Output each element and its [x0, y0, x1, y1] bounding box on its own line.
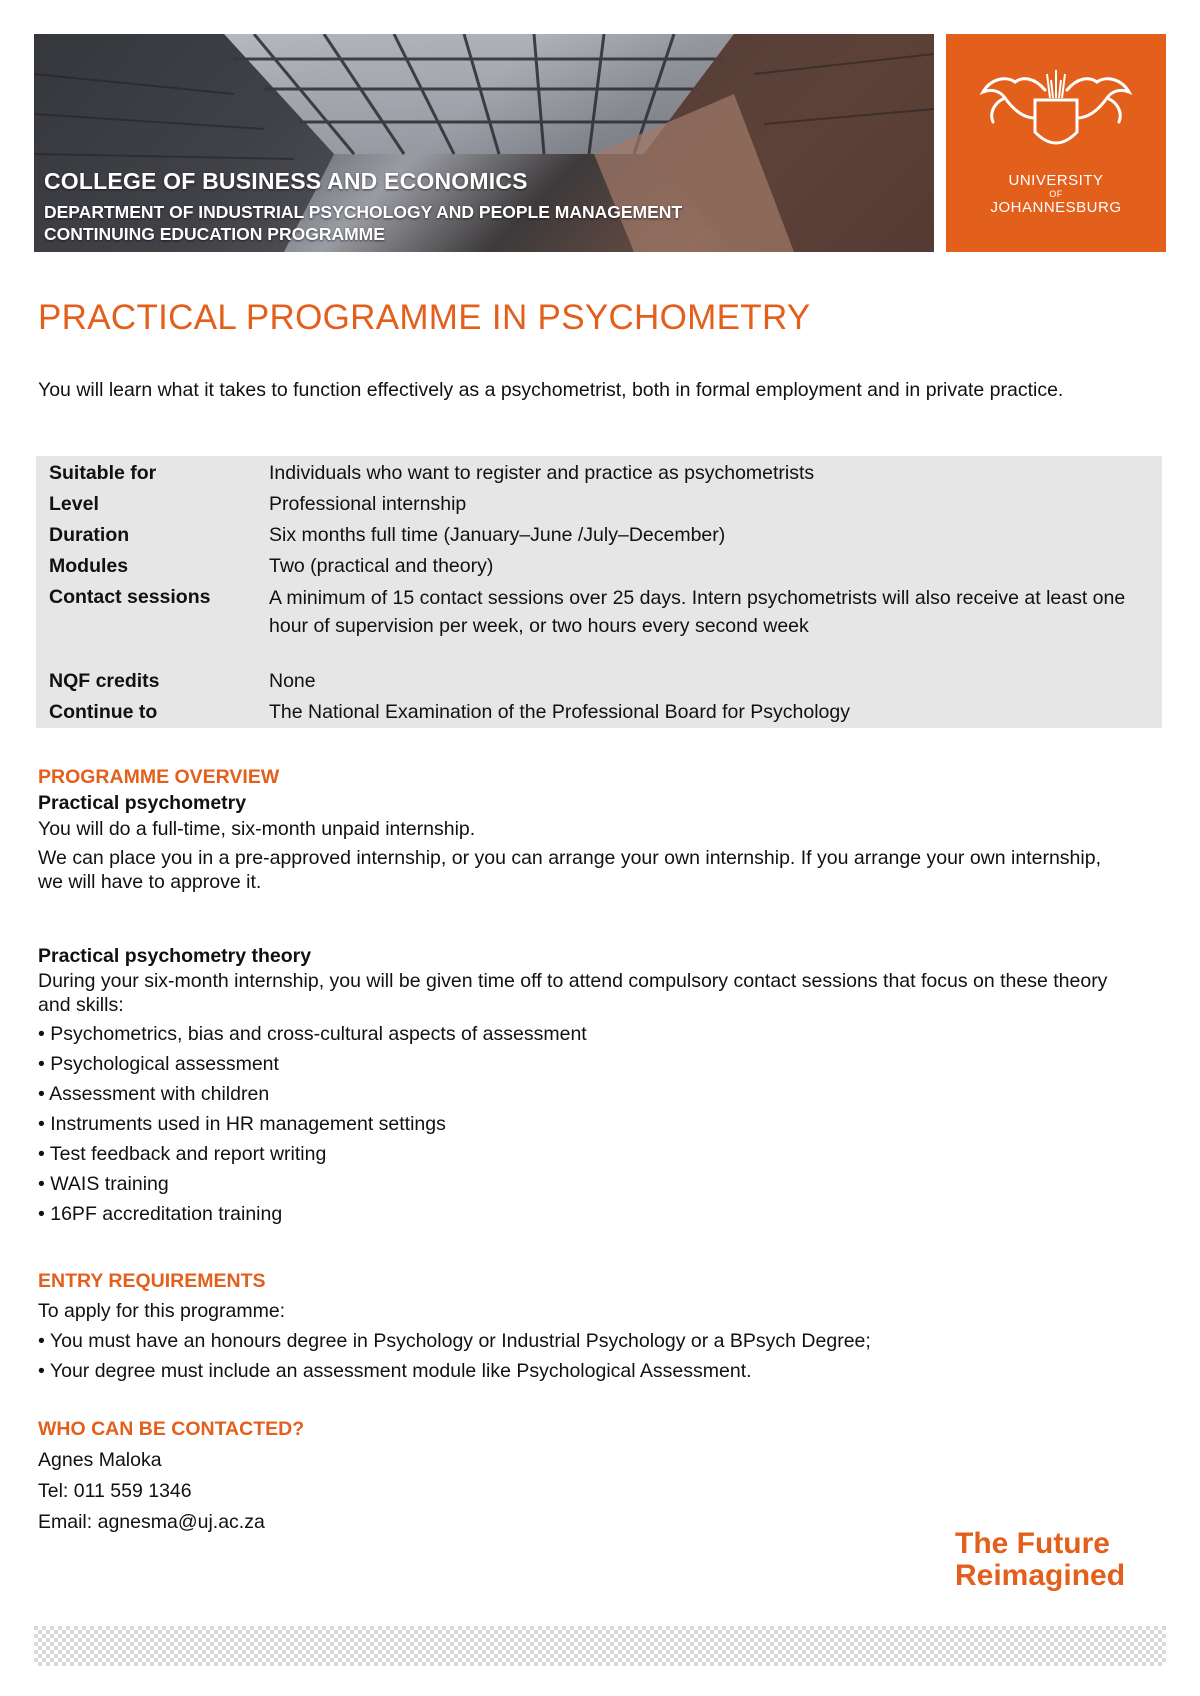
info-value: Individuals who want to register and practice as psychometrists [269, 462, 815, 484]
tagline-line-2: Reimagined [955, 1559, 1126, 1592]
info-label: Duration [49, 524, 130, 546]
entry-heading: ENTRY REQUIREMENTS [38, 1270, 266, 1292]
info-label: Suitable for [49, 462, 157, 484]
info-value: Professional internship [269, 493, 467, 515]
list-item: • You must have an honours degree in Psychology or Industrial Psychology or a BPsych Degree; [38, 1330, 871, 1352]
tagline-line-1: The Future [955, 1527, 1110, 1560]
uj-crest-icon [975, 68, 1137, 164]
logo-line-of: OF [1049, 189, 1063, 199]
info-label: Modules [49, 555, 129, 577]
theory-heading: Practical psychometry theory [38, 945, 312, 967]
contact-section [38, 1414, 1128, 1538]
contact-name: Agnes Maloka [38, 1449, 162, 1471]
contact-heading: WHO CAN BE CONTACTED? [38, 1418, 305, 1440]
programme-info-table [36, 456, 1162, 728]
practical-paragraph-2: We can place you in a pre-approved internship, or you can arrange your own internship. If you arrange your own internship, we will have to approve it. [38, 847, 1101, 893]
contact-email[interactable]: Email: agnesma@uj.ac.za [38, 1511, 265, 1533]
list-item: • Assessment with children [38, 1083, 270, 1105]
info-value: A minimum of 15 contact sessions over 25 days. Intern psychometrists will also receive at least one hour of supervision per week, or two hours every second week [269, 587, 1126, 637]
info-value: The National Examination of the Professional Board for Psychology [269, 701, 850, 723]
programme-overview-section [38, 764, 1128, 894]
entry-requirements-section [38, 1266, 1128, 1386]
info-value: Two (practical and theory) [269, 555, 494, 577]
info-label: Continue to [49, 701, 158, 723]
tagline [955, 1528, 1125, 1592]
entry-paragraph: To apply for this programme: [38, 1300, 286, 1322]
list-item: • Psychometrics, bias and cross-cultural aspects of assessment [38, 1023, 587, 1045]
decorative-pattern-footer [34, 1626, 1166, 1666]
practical-heading: Practical psychometry [38, 792, 247, 814]
intro-text: You will learn what it takes to function effectively as a psychometrist, both in formal employment and in private practice. [38, 379, 1064, 401]
list-item: • Instruments used in HR management settings [38, 1113, 446, 1135]
list-item: • WAIS training [38, 1173, 169, 1195]
college-name: COLLEGE OF BUSINESS AND ECONOMICS [44, 168, 528, 194]
logo-line-university: UNIVERSITY [1008, 172, 1104, 189]
info-value: None [269, 670, 316, 692]
department-name: DEPARTMENT OF INDUSTRIAL PSYCHOLOGY AND PEOPLE MANAGEMENT [44, 202, 683, 222]
header-banner-image [34, 34, 934, 252]
overview-heading: PROGRAMME OVERVIEW [38, 766, 280, 788]
logo-line-johannesburg: JOHANNESBURG [990, 199, 1122, 216]
page-title: PRACTICAL PROGRAMME IN PSYCHOMETRY [38, 298, 811, 337]
info-label: Level [49, 493, 99, 515]
list-item: • Test feedback and report writing [38, 1143, 327, 1165]
info-label: NQF credits [49, 670, 160, 692]
theory-paragraph: During your six-month internship, you will be given time off to attend compulsory contact sessions that focus on these theory and skills: [38, 970, 1108, 1016]
list-item: • Your degree must include an assessment module like Psychological Assessment. [38, 1360, 752, 1382]
info-value: Six months full time (January–June /July–December) [269, 524, 726, 546]
info-label: Contact sessions [49, 586, 211, 608]
theory-section [38, 943, 1128, 1229]
list-item: • 16PF accreditation training [38, 1203, 283, 1225]
practical-paragraph-1: You will do a full-time, six-month unpaid internship. [38, 818, 476, 840]
list-item: • Psychological assessment [38, 1053, 279, 1075]
programme-type: CONTINUING EDUCATION PROGRAMME [44, 224, 385, 244]
contact-phone: Tel: 011 559 1346 [38, 1480, 192, 1502]
university-logo [946, 34, 1166, 252]
